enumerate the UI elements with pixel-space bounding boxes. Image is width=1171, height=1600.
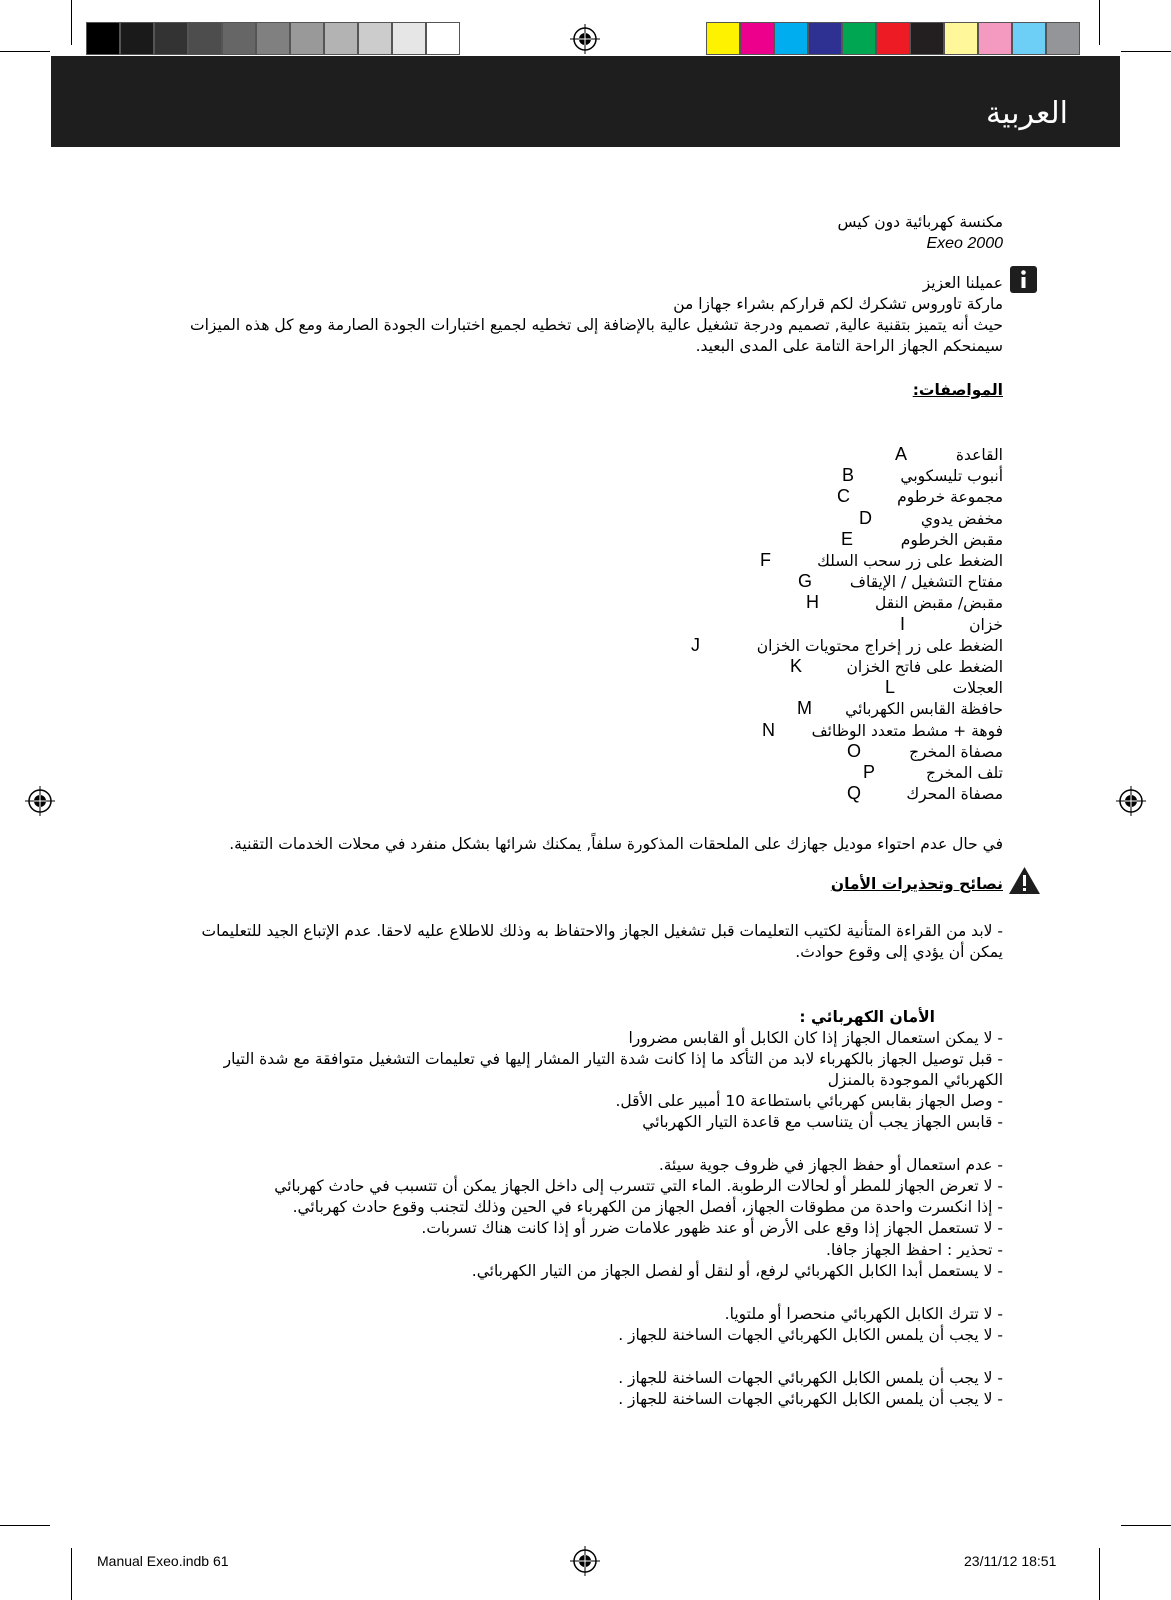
registration-mark-icon xyxy=(1116,786,1146,816)
electrical-item: - لا تترك الكابل الكهربائي منحصرا أو ملتويا. xyxy=(724,1305,1003,1323)
color-swatch xyxy=(188,22,222,55)
color-swatch xyxy=(1046,22,1080,55)
parts-list-item: تلف المخرج xyxy=(926,764,1003,782)
crop-mark xyxy=(1099,0,1100,45)
color-swatch xyxy=(740,22,774,55)
parts-list-item: أنبوب تليسكوبي xyxy=(900,467,1003,486)
color-swatch xyxy=(120,22,154,55)
electrical-item: - إذا انكسرت واحدة من مطوقات الجهاز، أفصل الجهاز من الكهرباء في الحين وذلك لتجنب وقوع حادث كهربائي. xyxy=(292,1198,1003,1216)
electrical-item: - قابس الجهاز يجب أن يتناسب مع قاعدة التيار الكهربائي xyxy=(642,1113,1003,1131)
electrical-item: - لا يجب أن يلمس الكابل الكهربائي الجهات الساخنة للجهاز . xyxy=(618,1326,1003,1344)
crop-mark xyxy=(71,0,72,45)
electrical-item: - لا يجب أن يلمس الكابل الكهربائي الجهات الساخنة للجهاز . xyxy=(618,1369,1003,1387)
part-letter: B xyxy=(842,465,855,486)
part-letter: G xyxy=(798,571,813,592)
part-letter: K xyxy=(790,656,803,676)
electrical-item: - عدم استعمال أو حفظ الجهاز في ظروف جوية سيئة. xyxy=(658,1156,1003,1174)
color-swatch xyxy=(706,22,740,55)
part-letter: C xyxy=(837,486,850,507)
color-swatch xyxy=(324,22,358,55)
color-swatch xyxy=(256,22,290,55)
parts-list-item: العجلات xyxy=(952,679,1003,698)
registration-mark-icon xyxy=(570,1546,600,1576)
registration-mark-icon xyxy=(570,24,600,54)
safety-heading: نصائح وتحذيرات الأمان xyxy=(830,875,1003,893)
part-letter: Q xyxy=(847,783,862,804)
part-letter: M xyxy=(797,698,812,719)
parts-list-item: الضغط على زر إخراج محتويات الخزان xyxy=(756,636,1003,655)
parts-list-item: الضغط على زر سحب السلك xyxy=(817,552,1003,570)
part-letter: L xyxy=(885,677,896,698)
header-banner xyxy=(51,56,1120,147)
color-swatch xyxy=(86,22,120,55)
footer-file: Manual Exeo.indb 61 xyxy=(97,1553,229,1569)
color-swatch xyxy=(910,22,944,55)
grayscale-color-bar xyxy=(86,22,460,55)
product-name: مكنسة كهربائية دون كيس xyxy=(837,213,1003,231)
color-swatch xyxy=(154,22,188,55)
part-letter: F xyxy=(760,550,771,570)
color-swatch xyxy=(358,22,392,55)
color-swatch xyxy=(944,22,978,55)
part-letter: N xyxy=(762,719,775,740)
parts-list-item: مقبض/ مقبض النقل xyxy=(875,594,1003,613)
parts-list-item: مقبض الخرطوم xyxy=(900,530,1003,549)
part-letter: O xyxy=(847,740,862,761)
safety-paragraph: - لابد من القراءة المتأنية لكتيب التعليمات قبل تشغيل الجهاز والاحتفاظ به وذلك للاطلاع عليه لاحقا. عدم الإتباع الجيد للتعليمات يمكن أن يؤدي إلى وقوع حوادث. xyxy=(201,922,1003,961)
parts-list-item: مخفض يدوي xyxy=(920,509,1003,528)
parts-list-item: خزان xyxy=(969,615,1003,634)
parts-list-item: الضغط على فاتح الخزان xyxy=(846,658,1003,676)
color-swatch xyxy=(842,22,876,55)
part-letter: E xyxy=(841,528,854,549)
color-swatch xyxy=(978,22,1012,55)
color-swatch xyxy=(808,22,842,55)
electrical-item: - لا تعرض الجهاز للمطر أو لحالات الرطوبة. الماء التي تتسرب إلى داخل الجهاز يمكن أن تتسبب في حادث كهربائي xyxy=(274,1177,1003,1195)
parts-list-item: مفتاح التشغيل / الإيقاف xyxy=(849,573,1003,592)
intro-paragraph: حيث أنه يتميز بتقنية عالية, تصميم ودرجة تشغيل عالية بالإضافة إلى تخطيه لجميع اختبارات الجودة الصارمة ومع كل هذه الميزات سيمنحكم الجهاز الراحة التامة على المدى البعيد. xyxy=(190,316,1003,355)
part-letter: J xyxy=(691,634,700,655)
product-model: Exeo 2000 xyxy=(926,235,1003,252)
parts-list-item: مصفاة المحرك xyxy=(906,785,1003,804)
accessories-note: في حال عدم احتواء موديل جهازك على الملحقات المذكورة سلفاً, يمكنك شرائها بشكل منفرد في محلات الخدمات التقنية. xyxy=(229,835,1003,853)
color-swatch xyxy=(426,22,460,55)
electrical-item: - لا يمكن استعمال الجهاز إذا كان الكابل أو القابس مضرورا xyxy=(628,1029,1003,1047)
part-letter: I xyxy=(900,613,906,634)
electrical-item: - لا تستعمل الجهاز إذا وقع على الأرض أو عند ظهور علامات ضرر أو إذا كانت هناك تسربات. xyxy=(421,1219,1003,1237)
color-swatch xyxy=(774,22,808,55)
registration-mark-icon xyxy=(25,786,55,816)
electrical-item: - لا يستعمل أبدا الكابل الكهربائي لرفع، أو لنقل أو لفصل الجهاز من التيار الكهربائي. xyxy=(471,1262,1003,1280)
crop-mark xyxy=(71,1548,72,1600)
color-swatch xyxy=(290,22,324,55)
parts-list-item: مصفاة المخرج xyxy=(909,742,1003,761)
electrical-item: - تحذير : احفظ الجهاز جافا. xyxy=(826,1241,1003,1259)
electrical-item: - وصل الجهاز بقابس كهربائي باستطاعة 10 أمبير على الأقل. xyxy=(615,1092,1003,1110)
parts-list-item: مجموعة خرطوم xyxy=(897,488,1003,507)
electrical-item: - لا يجب أن يلمس الكابل الكهربائي الجهات الساخنة للجهاز . xyxy=(618,1390,1003,1408)
part-letter: D xyxy=(859,507,872,528)
color-swatch xyxy=(1012,22,1046,55)
process-color-bar xyxy=(706,22,1080,55)
intro-line: ماركة تاوروس تشكرك لكم قراركم بشراء جهازا من xyxy=(673,295,1003,313)
color-swatch xyxy=(876,22,910,55)
warning-icon xyxy=(1008,866,1041,895)
info-icon xyxy=(1010,266,1037,293)
color-swatch xyxy=(392,22,426,55)
part-letter: P xyxy=(863,762,876,782)
color-swatch xyxy=(222,22,256,55)
footer-date: 23/11/12 18:51 xyxy=(964,1553,1057,1569)
crop-mark xyxy=(1099,1548,1100,1600)
electrical-heading: الأمان الكهربائي : xyxy=(799,1008,935,1026)
parts-list-item: حافظة القابس الكهربائي xyxy=(845,700,1003,719)
parts-list-item: فوهة + مشط متعدد الوظائف xyxy=(811,721,1003,740)
part-letter: H xyxy=(806,592,819,613)
part-letter: A xyxy=(895,444,908,464)
crop-mark xyxy=(0,51,50,52)
crop-mark xyxy=(0,1525,50,1526)
parts-list-item: القاعدة xyxy=(955,446,1003,464)
crop-mark xyxy=(1121,1525,1171,1526)
electrical-item: - قبل توصيل الجهاز بالكهرباء لابد من التأكد ما إذا كانت شدة التيار المشار إليها في تعليمات التشغيل متوافقة مع شدة التيار الكهربائي الموجودة بالمنزل xyxy=(223,1050,1003,1089)
crop-mark xyxy=(1121,51,1171,52)
language-title: العربية xyxy=(986,96,1068,131)
intro-heading: عميلنا العزيز xyxy=(922,274,1003,292)
specs-heading: المواصفات: xyxy=(912,381,1003,399)
